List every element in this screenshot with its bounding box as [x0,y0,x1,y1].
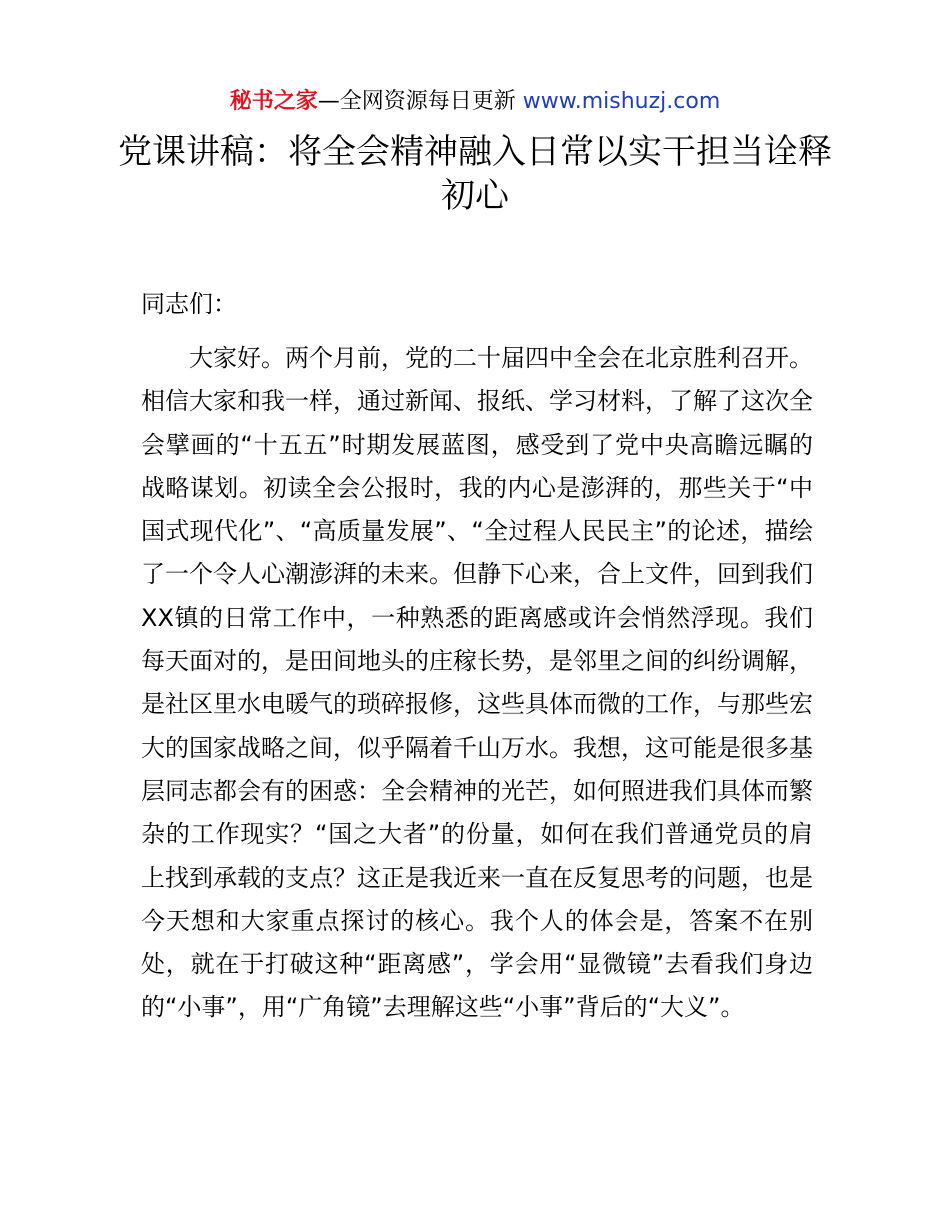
body-paragraph: 大家好。两个月前，党的二十届四中全会在北京胜利召开。相信大家和我一样，通过新闻、报纸、学习材料，了解了这次全会擘画的“十五五”时期发展蓝图，感受到了党中央高瞻远瞩的战略谋划。初读全会公报时，我的内心是澎湃的，那些关于“中国式现代化”、“高质量发展”、“全过程人民民主”的论述，描绘了一个令人心潮澎湃的未来。但静下心来，合上文件，回到我们XX镇的日常工作中，一种熟悉的距离感或许会悄然浮现。我们每天面对的，是田间地头的庄稼长势，是邻里之间的纠纷调解，是社区里水电暖气的琐碎报修，这些具体而微的工作，与那些宏大的国家战略之间，似乎隔着千山万水。我想，这可能是很多基层同志都会有的困惑：全会精神的光芒，如何照进我们具体而繁杂的工作现实？“国之大者”的份量，如何在我们普通党员的肩上找到承载的支点？这正是我近来一直在反复思考的问题，也是今天想和大家重点探讨的核心。我个人的体会是，答案不在别处，就在于打破这种“距离感”，学会用“显微镜”去看我们身边的“小事”，用“广角镜”去理解这些“小事”背后的“大义”。 [141,344,813,1022]
site-header [0,86,950,118]
brand-name: 秘书之家 [229,89,318,114]
site-url-link[interactable]: www.mishuzj.com [522,89,721,114]
salutation: 同志们： [141,290,237,318]
document-title: 党课讲稿：将全会精神融入日常以实干担当诠释初心 [118,132,832,216]
header-tagline: —全网资源每日更新 [317,89,516,114]
